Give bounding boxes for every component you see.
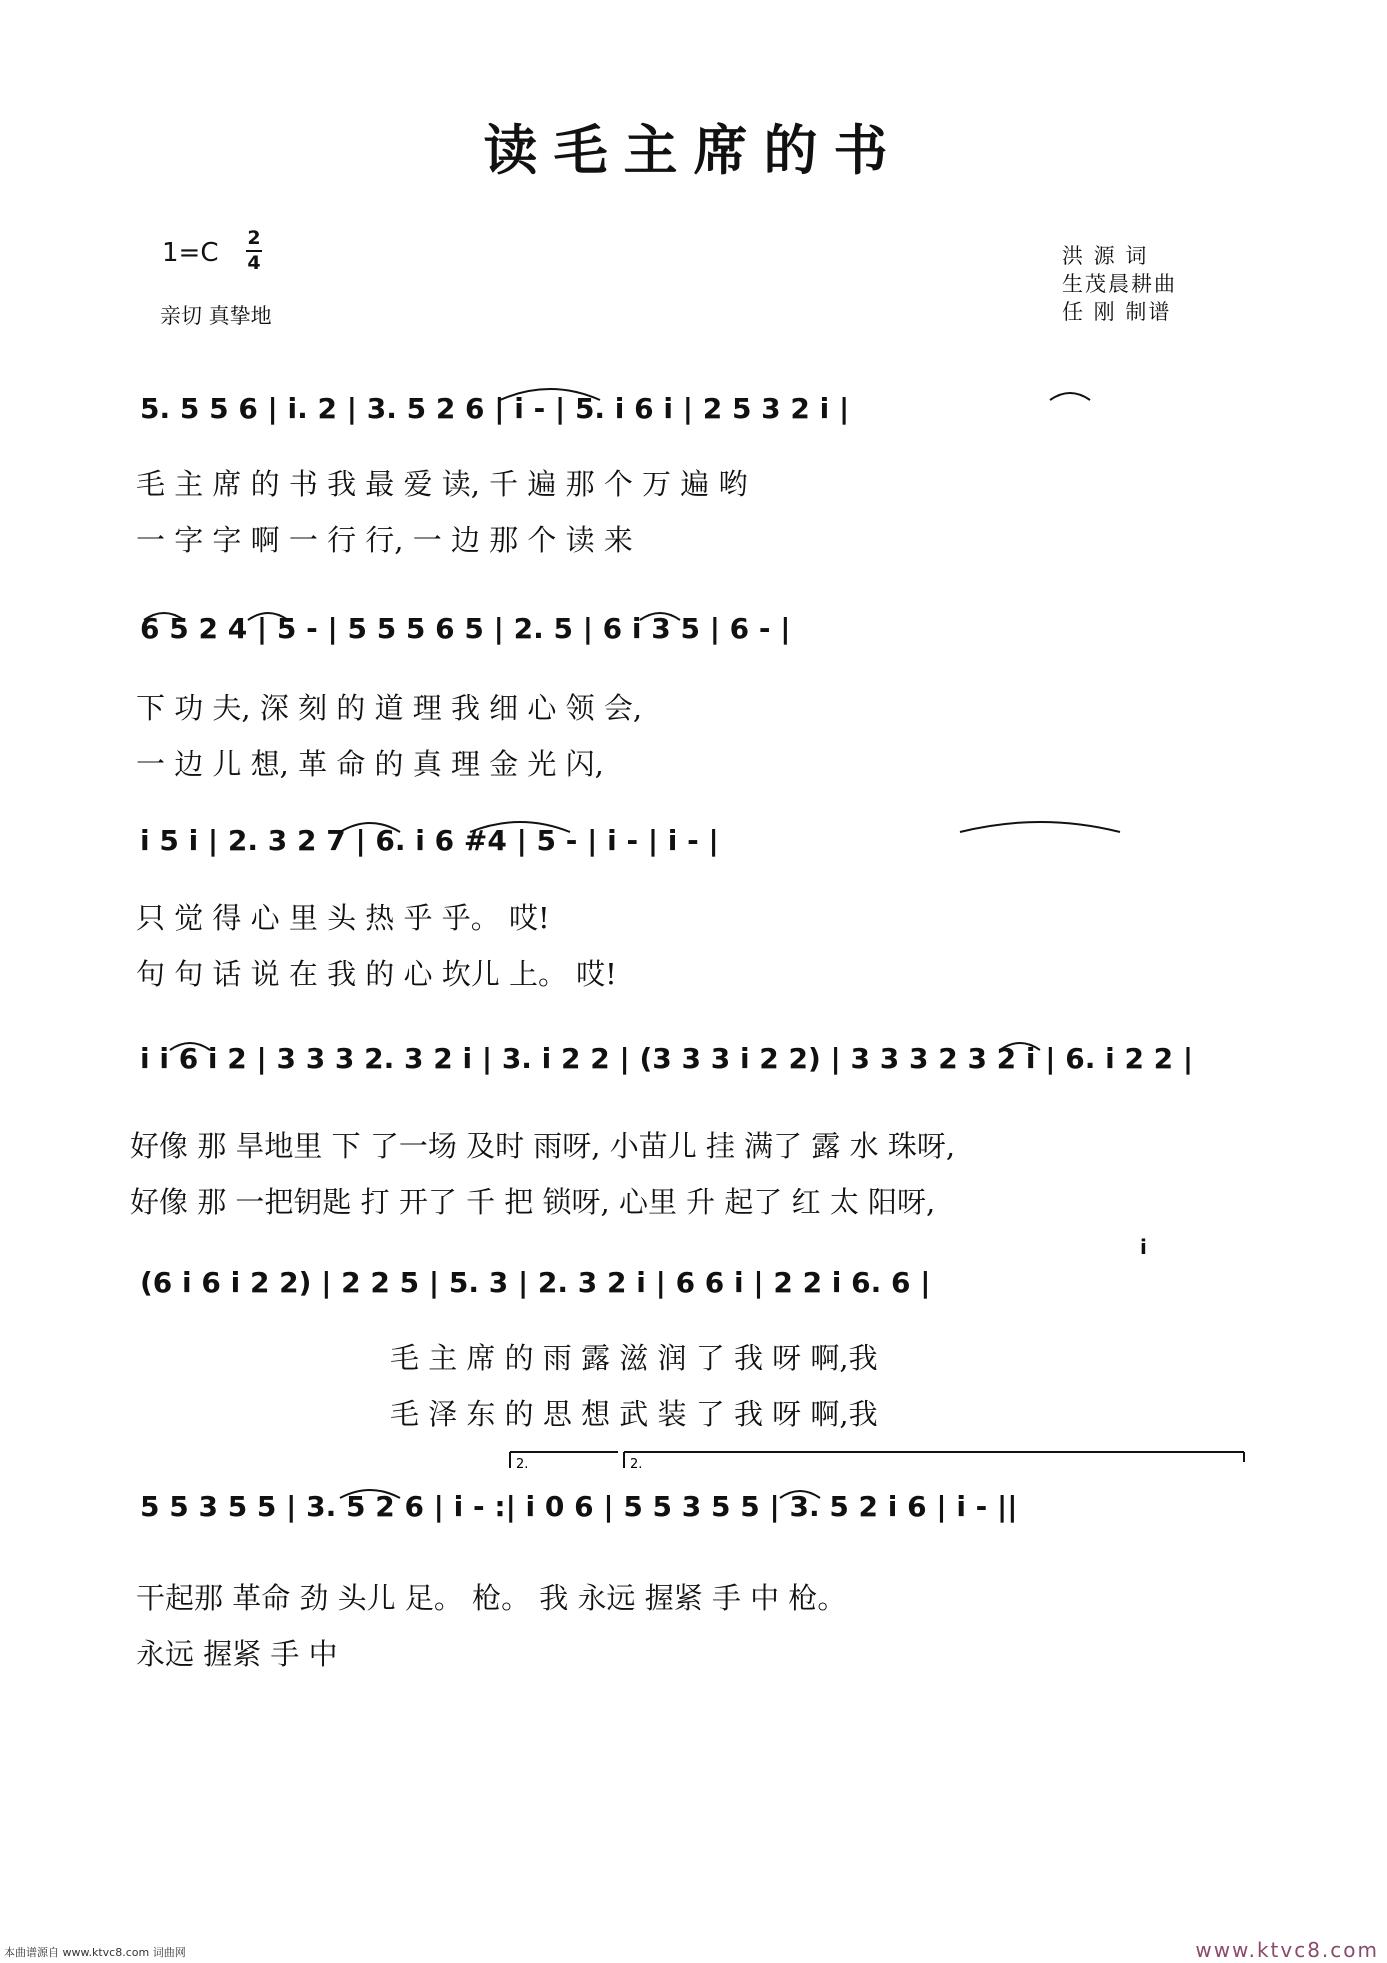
score-line-6 [140,1457,1250,1546]
lyric-5-verse2: 毛 泽 东 的 思 想 武 装 了 我 呀 啊,我 [390,1397,878,1431]
score-notes-3: i 5 i | 2. 3 2 7 | 6. i 6 #4 | 5 - | i - | i - | [140,824,719,857]
footer-source: 本曲谱源自 www.ktvc8.com 词曲网 [4,1946,186,1959]
score-notes-2: 6 5 2 4 | 5 - | 5 5 5 6 5 | 2. 5 | 6 i 3 5 | 6 - | [140,612,791,645]
lyric-2-verse2: 一 边 儿 想, 革 命 的 真 理 金 光 闪, [136,747,604,781]
score-notes-4: i i 6 i 2 | 3 3 3 2. 3 2 i | 3. i 2 2 | (3 3 3 i 2 2) | 3 3 3 2 3 2 i | 6. i 2 2 | [140,1042,1194,1075]
score-line-4 [140,1028,1250,1098]
score-line-3 [140,810,1250,880]
score-line-1 [140,378,1250,448]
volta-marker-b: 2. [630,1457,643,1472]
volta-marker-a: 2. [516,1457,529,1472]
lyric-6-verse1: 干起那 革命 劲 头儿 足。 枪。 我 永远 握紧 手 中 枪。 [136,1581,847,1615]
lyric-3-verse2: 句 句 话 说 在 我 的 心 坎儿 上。 哎! [136,957,617,991]
grace-note: i [1140,1235,1147,1259]
credit-composer: 生茂晨耕曲 [1062,272,1177,296]
page-title: 读毛主席的书 [483,118,904,182]
time-top: 2 [247,227,261,249]
lyric-3-verse1: 只 觉 得 心 里 头 热 乎 乎。 哎! [136,901,550,935]
credit-transcriber: 任 刚 制谱 [1062,300,1172,324]
score-notes-6: 5 5 3 5 5 | 3. 5 2 6 | i - :| i 0 6 | 5 5 3 5 5 | 3. 5 2 i 6 | i - || [140,1490,1018,1523]
score-line-2 [140,598,1250,668]
tempo-marking: 亲切 真挚地 [160,304,272,328]
score-line-5 [140,1235,1250,1322]
time-signature [246,228,262,274]
footer-watermark: www.ktvc8.com [1195,1938,1379,1962]
lyric-1-verse2: 一 字 字 啊 一 行 行, 一 边 那 个 读 来 [136,523,633,557]
time-bottom: 4 [247,252,261,274]
lyric-2-verse1: 下 功 夫, 深 刻 的 道 理 我 细 心 领 会, [136,691,643,725]
lyric-6-verse2: 永远 握紧 手 中 [136,1637,338,1671]
score-notes-1: 5. 5 5 6 | i. 2 | 3. 5 2 6 | i - | 5. i 6 i | 2 5 3 2 i | [140,392,850,425]
lyric-4-verse1: 好像 那 旱地里 下 了一场 及时 雨呀, 小苗儿 挂 满了 露 水 珠呀, [130,1129,956,1163]
score-notes-5: (6 i 6 i 2 2) | 2 2 5 | 5. 3 | 2. 3 2 i | 6 6 i | 2 2 i 6. 6 | [140,1266,931,1299]
key-signature: 1=C [162,238,219,268]
credit-lyricist: 洪 源 词 [1062,244,1149,268]
lyric-4-verse2: 好像 那 一把钥匙 打 开了 千 把 锁呀, 心里 升 起了 红 太 阳呀, [130,1185,936,1219]
lyric-1-verse1: 毛 主 席 的 书 我 最 爱 读, 千 遍 那 个 万 遍 哟 [136,467,748,501]
lyric-5-verse1: 毛 主 席 的 雨 露 滋 润 了 我 呀 啊,我 [390,1341,878,1375]
